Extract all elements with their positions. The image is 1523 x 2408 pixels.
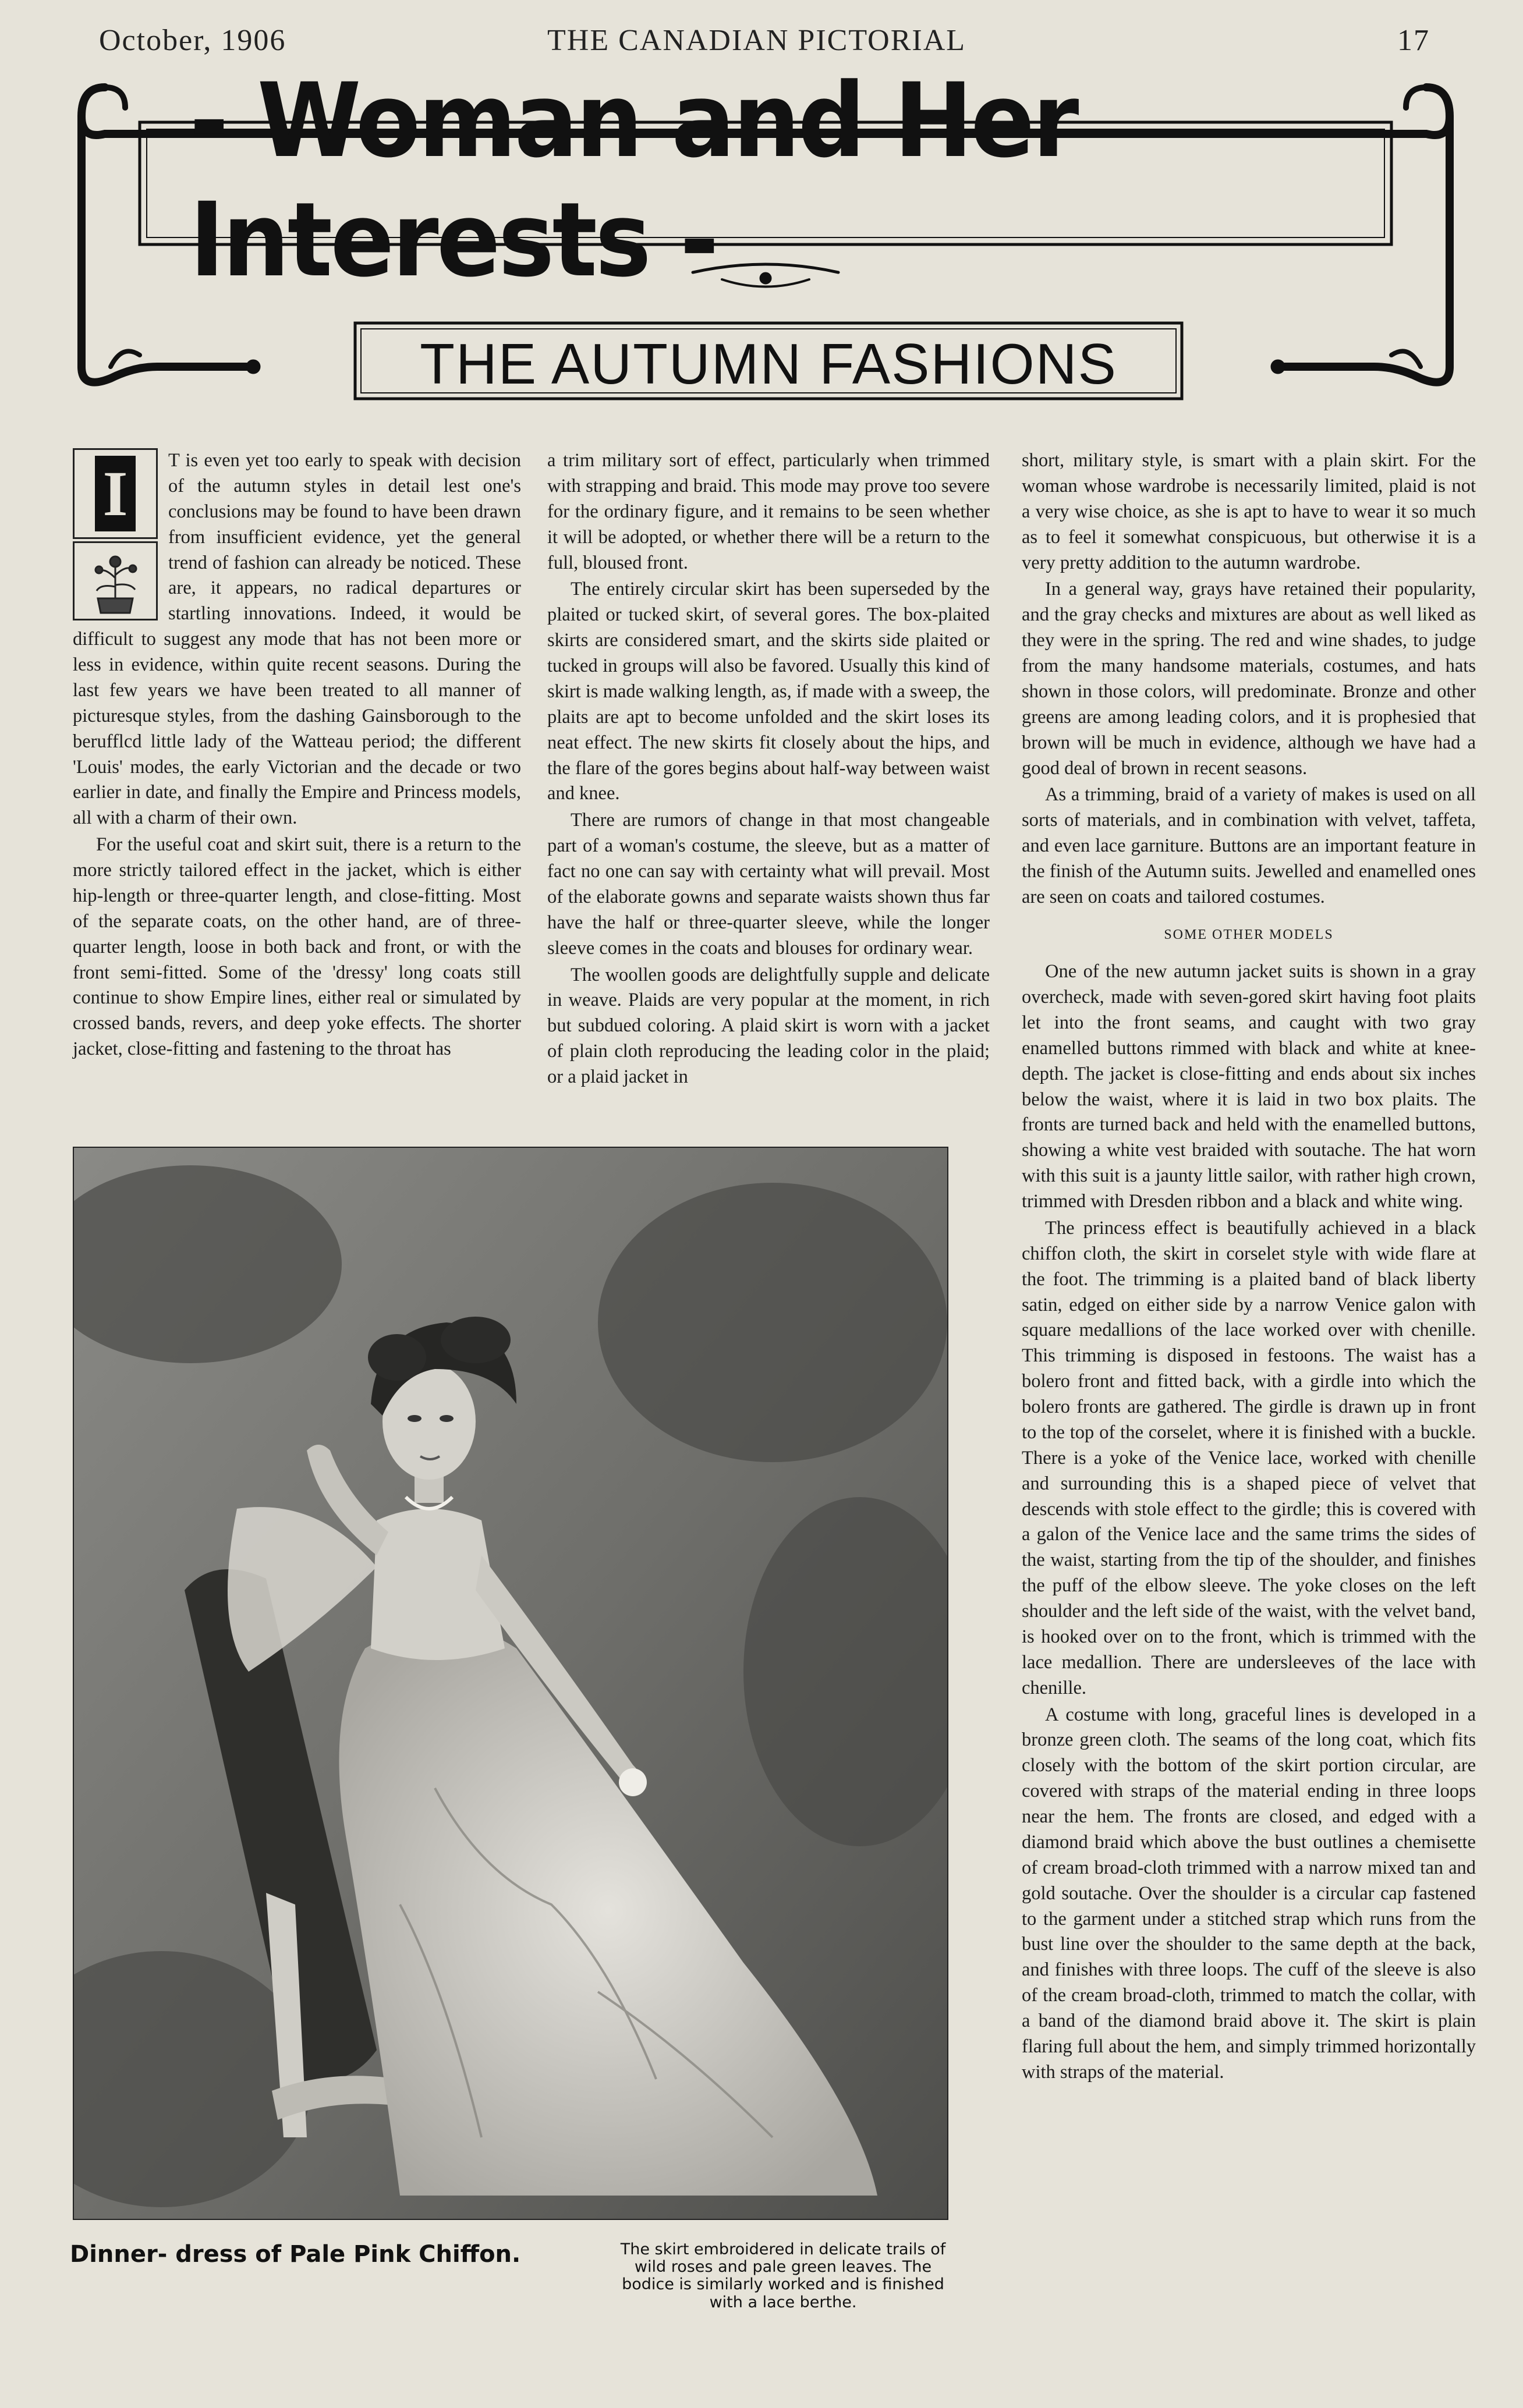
paragraph: There are rumors of change in that most changeable part of a woman's costume, the sleeve, but as a matter of fact no one can say with certainty what will prevail. Most of the elaborate gowns and separate waists shown thus far have the half or three-quarter sleeve, while the longer sleeve comes in the coats and blouses for ordinary wear. [547, 810, 990, 959]
dinner-dress-photograph [73, 1147, 948, 2220]
article-column-1 [73, 448, 521, 1063]
drop-cap [73, 448, 160, 617]
drop-cap-letter: I [95, 456, 136, 531]
header-date: October, 1906 [99, 24, 286, 57]
flower-pot-icon [73, 541, 158, 620]
page-title: - Woman and Her Interests - [189, 61, 1077, 300]
paragraph: For the useful coat and skirt suit, there is a return to the more strictly tailored effect in the jacket, which is either hip-length or three-quarter length, and close-fitting. Most of the separate coats, on the other hand, are of three-quarter length, loose in both back and front, or with the front semi-fitted. Some of the 'dressy' long coats still continue to show Empire lines, either real or simulated by crossed bands, revers, and deep yoke effects. The shorter jacket, close-fitting and fastening to the throat has [73, 834, 521, 1060]
paragraph: In a general way, grays have retained their popularity, and the gray checks and mixtures are about as well liked as they were in the spring. The red and wine shades, to judge from the many handsome materials, costumes, and hats shown in those colors, will predominate. Bronze and other greens are among leading colors, and it is prophesied that brown will be much in evidence, although we have had a good deal of brown in recent seasons. [1022, 579, 1476, 779]
section-heading: SOME OTHER MODELS [1164, 927, 1334, 942]
paragraph: a trim military sort of effect, particularly when trimmed with strapping and braid. This mode may prove too severe for the ordinary figure, and it remains to be seen whether it will be adopted, or whether there will be a return to the full, bloused front. [547, 450, 990, 573]
paragraph: One of the new autumn jacket suits is shown in a gray overcheck, made with seven-gored skirt having foot plaits let into the front seams, and caught with two gray enamelled buttons rimmed with black and white at knee-depth. The jacket is close-fitting and ends about six inches below the waist, where it is laid in two box plaits. The fronts are turned back and held with the enamelled buttons, showing a white vest braided with soutache. The hat worn with this suit is a jaunty little sailor, with rather high crown, trimmed with Dresden ribbon and a black and white wing. [1022, 961, 1476, 1212]
header-page-number: 17 [1397, 24, 1430, 57]
article-heading: THE AUTUMN FASHIONS [420, 331, 1117, 396]
paragraph: T is even yet too early to speak with decision of the autumn styles in detail lest one's conclusions may be found to have been drawn from insufficient evidence, yet the general trend of fashion can already be noticed. These are, it appears, no radical departures or startling innovations. Indeed, it would be difficult to suggest any mode that has not been more or less in evidence, within quite recent seasons. During the last few years we have been treated to all manner of picturesque styles, from the dashing Gainsborough to the berufflcd little lady of the Watteau period; the different 'Louis' modes, the early Victorian and the decade or two earlier in date, and finally the Empire and Princess models, all with a charm of their own. [73, 450, 521, 829]
paragraph: As a trimming, braid of a variety of makes is used on all sorts of materials, and in combination with velvet, taffeta, and even lace garniture. Buttons are an important feature in the finish of the Autumn suits. Jewelled and enamelled ones are seen on coats and tailored costumes. [1022, 784, 1476, 907]
paragraph: A costume with long, graceful lines is developed in a bronze green cloth. The seams of the long coat, which fits closely with the bottom of the skirt portion circular, are covered with straps of the material ending in three loops near the hem. The fronts are closed, and edged with a diamond braid which above the bust outlines a chemisette of cream broad-cloth trimmed with a narrow mixed tan and gold soutache. Over the shoulder is a circular cap fastened to the garment under a stitched strap which runs from the bust line over the shoulder to the same depth at the back, and finishes with three loops. The cuff of the sleeve is also of the cream broad-cloth, trimmed to match the collar, with a band of the diamond braid above it. The skirt is plain flaring full about the hem, and simply trimmed horizontally with straps of the material. [1022, 1704, 1476, 2083]
article-column-3 [1022, 448, 1476, 2087]
paragraph: The entirely circular skirt has been superseded by the plaited or tucked skirt, of several gores. The box-plaited skirts are considered smart, and the skirts side plaited or tucked in groups will also be favored. Usually this kind of skirt is made walking length, as, if made with a sweep, the plaits are apt to become unfolded and the skirt loses its neat effect. The new skirts fit closely about the hips, and the flare of the gores begins about half-way between waist and knee. [547, 579, 990, 804]
photo-caption-description: The skirt embroidered in delicate trails of wild roses and pale green leaves. The bodice is similarly worked and is finished with a lace berthe. [620, 2240, 946, 2311]
paragraph: short, military style, is smart with a plain skirt. For the woman whose wardrobe is necessarily limited, plaid is not a very wise choice, as she is apt to have to wear it so much as to feel it somewhat conspicuous, but otherwise it is a very pretty addition to the autumn wardrobe. [1022, 450, 1476, 573]
photo-caption-title: Dinner- dress of Pale Pink Chiffon. [70, 2241, 521, 2268]
header-publication: THE CANADIAN PICTORIAL [547, 24, 966, 57]
paragraph: The woollen goods are delightfully supple and delicate in weave. Plaids are very popular at the moment, in rich but subdued coloring. A plaid skirt is worn with a jacket of plain cloth reproducing the leading color in the plaid; or a plaid jacket in [547, 964, 990, 1087]
paragraph: The princess effect is beautifully achieved in a black chiffon cloth, the skirt in corselet style with wide flare at the foot. The trimming is a plaited band of black liberty satin, edged on either side by a narrow Venice galon with square medallions of the lace worked over with chenille. This trimming is disposed in festoons. The waist has a bolero front and fitted back, with a girdle into which the bolero fronts are gathered. The girdle is drawn up in front to the top of the corselet, where it is finished with a buckle. There is a yoke of the Venice lace, worked with chenille and surrounding this is a shaped piece of velvet that descends with stole effect to the girdle; this is covered with a galon of the Venice lace and the same trims the sides of the waist, starting from the tip of the shoulder, and finishes the puff of the elbow sleeve. The yoke closes on the left shoulder and the left side of the waist, with the velvet band, is hooked over on to the front, which is trimmed with the lace medallion. There are undersleeves of the lace with chenille. [1022, 1217, 1476, 1698]
article-column-2 [547, 448, 990, 1091]
